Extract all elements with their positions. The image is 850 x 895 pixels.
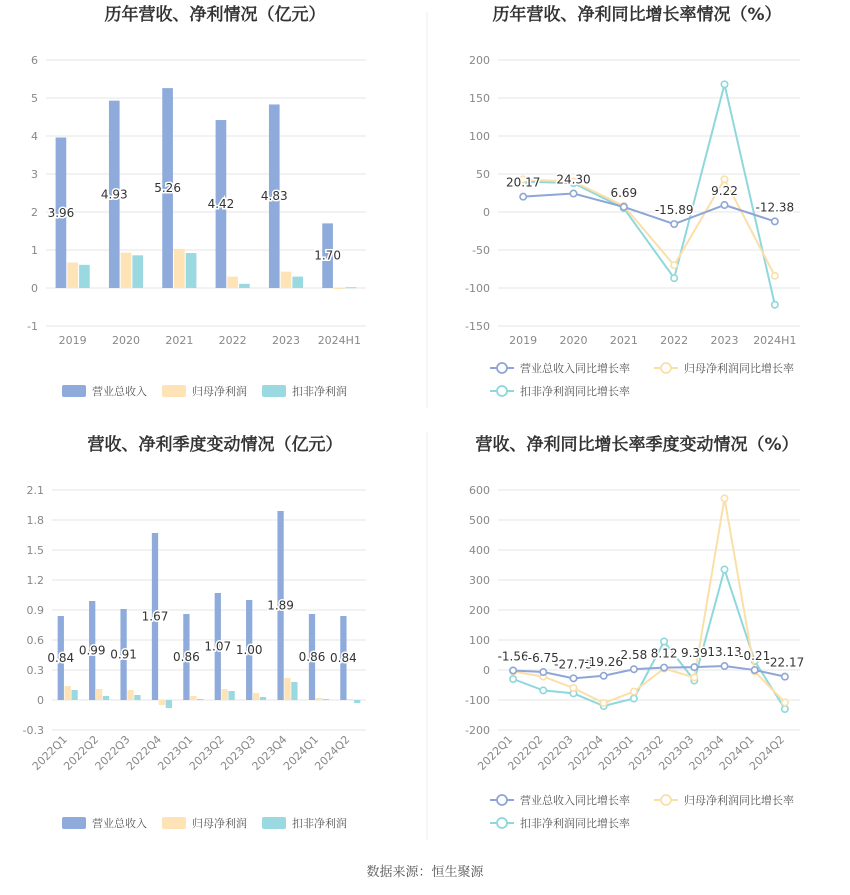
legend-label: 归母净利润: [192, 385, 247, 398]
series-point: [631, 695, 637, 701]
bar: [354, 700, 360, 703]
data-source-text: 数据来源：恒生聚源: [366, 865, 484, 880]
data-label: 0.86: [298, 650, 326, 664]
legend-swatch: [62, 385, 86, 397]
x-tick-label: 2022: [660, 334, 689, 347]
series-point: [782, 699, 788, 705]
y-tick-label: 200: [469, 54, 490, 67]
series-point: [782, 673, 788, 679]
data-label: -6.75: [527, 651, 559, 666]
y-tick-label: 200: [469, 604, 490, 617]
data-label: 4.83: [260, 189, 288, 204]
series-point: [671, 221, 677, 227]
legend-swatch-marker: [497, 818, 507, 828]
legend-label: 扣非净利润: [292, 385, 347, 398]
y-tick-label: 1.8: [26, 514, 44, 527]
data-label: -15.89: [654, 203, 694, 218]
series-point: [782, 706, 788, 712]
x-tick-label: 2022Q2: [505, 732, 546, 773]
legend-swatch: [262, 385, 286, 397]
x-tick-label: 2022Q4: [565, 732, 606, 773]
series-point: [721, 202, 727, 208]
y-tick-label: 0.3: [26, 664, 44, 677]
y-tick-label: 100: [469, 130, 490, 143]
y-tick-label: 600: [469, 484, 490, 497]
y-tick-label: 300: [469, 574, 490, 587]
legend-swatch: [262, 817, 286, 829]
data-label: 1.07: [204, 639, 232, 654]
y-tick-label: 0.9: [26, 604, 44, 617]
x-tick-label: 2024Q2: [746, 732, 788, 773]
series-point: [721, 495, 727, 501]
bar: [65, 686, 71, 700]
y-tick-label: 2.1: [26, 484, 44, 497]
series-point: [721, 81, 727, 87]
bar: [190, 696, 196, 700]
series-point: [621, 204, 627, 210]
bar: [67, 263, 78, 288]
legend-swatch-marker: [497, 363, 507, 373]
y-tick-label: 5: [31, 92, 38, 105]
y-tick-label: 0: [31, 282, 38, 295]
series-line: [513, 498, 785, 703]
chart-panel-2: [465, 4, 800, 398]
bar: [228, 691, 234, 700]
legend-swatch: [62, 817, 86, 829]
bar: [347, 699, 353, 700]
bar: [284, 678, 290, 700]
x-tick-label: 2019: [58, 334, 87, 347]
data-label: 6.69: [610, 185, 638, 200]
chart-panel-4: [465, 434, 804, 830]
y-tick-label: -200: [465, 724, 490, 737]
data-label: 1.70: [314, 248, 341, 263]
legend-label: 营业总收入: [92, 817, 147, 830]
bar: [239, 284, 250, 288]
y-tick-label: -100: [465, 282, 490, 295]
data-label: 0.84: [47, 651, 75, 665]
series-point: [772, 218, 778, 224]
series-line: [513, 570, 785, 710]
series-point: [661, 664, 667, 670]
legend-label: 归母净利润同比增长率: [684, 362, 794, 375]
data-label: 9.39: [680, 646, 708, 661]
data-label: 8.12: [650, 646, 678, 661]
bar: [197, 699, 203, 700]
legend-label: 扣非净利润同比增长率: [520, 817, 630, 830]
series-point: [601, 700, 607, 706]
series-point: [570, 685, 576, 691]
chart-panel-3: [23, 434, 366, 830]
series-point: [631, 666, 637, 672]
x-tick-label: 2023Q3: [656, 732, 697, 773]
chart-title: 营收、净利同比增长率季度变动情况（%）: [475, 435, 799, 455]
data-label: 24.30: [556, 172, 591, 187]
data-label: -12.38: [755, 200, 795, 215]
series-point: [540, 687, 546, 693]
data-label: 0.91: [110, 647, 137, 662]
bar: [291, 682, 297, 700]
bar: [346, 287, 357, 288]
x-tick-label: 2024Q1: [280, 732, 322, 773]
y-tick-label: 3: [31, 168, 38, 181]
x-tick-label: 2024Q2: [312, 732, 353, 773]
y-tick-label: 1.2: [26, 574, 44, 587]
x-tick-label: 2024H1: [317, 334, 361, 347]
y-tick-label: 50: [476, 168, 490, 181]
legend-label: 归母净利润: [192, 817, 247, 830]
legend-label: 归母净利润同比增长率: [684, 794, 794, 807]
legend-label: 扣非净利润同比增长率: [520, 385, 630, 398]
series-point: [540, 669, 546, 675]
y-tick-label: 150: [469, 92, 490, 105]
data-label: -27.73: [554, 657, 593, 672]
y-tick-label: -0.3: [22, 724, 44, 737]
series-point: [661, 638, 667, 644]
data-label: 5.26: [154, 181, 181, 196]
series-point: [570, 675, 576, 681]
x-tick-label: 2023Q3: [218, 732, 259, 773]
series-point: [691, 674, 697, 680]
y-tick-label: -50: [472, 244, 490, 257]
data-label: 1.00: [235, 643, 263, 657]
x-tick-label: 2023Q4: [249, 732, 290, 773]
series-point: [510, 676, 516, 682]
legend-swatch-marker: [661, 795, 671, 805]
bar: [323, 699, 329, 700]
series-point: [772, 302, 778, 308]
y-tick-label: 100: [469, 634, 490, 647]
series-point: [752, 667, 758, 673]
data-label: 20.17: [505, 175, 541, 190]
x-tick-label: 2024H1: [753, 334, 797, 347]
x-tick-label: 2023Q2: [186, 732, 227, 773]
y-tick-label: -1: [27, 320, 38, 333]
x-tick-label: 2022: [218, 334, 247, 347]
x-tick-label: 2022Q4: [123, 732, 165, 773]
y-tick-label: 1.5: [26, 544, 44, 557]
y-tick-label: -100: [465, 694, 490, 707]
y-tick-label: 6: [31, 54, 38, 67]
legend-label: 营业总收入同比增长率: [520, 362, 630, 375]
data-label: 1.89: [267, 598, 294, 613]
series-point: [510, 667, 516, 673]
x-tick-label: 2022Q2: [61, 732, 102, 773]
x-tick-label: 2020: [112, 334, 140, 347]
data-label: 9.22: [711, 183, 738, 198]
data-label: 0.84: [330, 651, 357, 665]
legend-swatch-marker: [661, 363, 671, 373]
series-point: [721, 663, 727, 669]
series-line: [523, 194, 775, 225]
x-tick-label: 2023Q1: [595, 732, 637, 773]
data-label: 2.58: [620, 648, 648, 663]
chart-title: 历年营收、净利同比增长率情况（%）: [492, 5, 782, 25]
data-label: 0.99: [78, 643, 106, 658]
y-tick-label: 0: [483, 206, 490, 219]
bar: [227, 277, 238, 288]
x-tick-label: 2023: [710, 334, 739, 347]
series-point: [721, 176, 727, 182]
data-label: -19.26: [584, 654, 624, 669]
series-point: [631, 688, 637, 694]
bar: [121, 253, 132, 288]
bar: [79, 265, 90, 288]
x-tick-label: 2022Q3: [92, 732, 133, 773]
series-point: [671, 275, 677, 281]
data-label: 0.86: [173, 650, 200, 664]
bar: [134, 695, 140, 700]
series-point: [520, 193, 526, 199]
bar: [281, 272, 292, 288]
y-tick-label: -150: [465, 320, 490, 333]
data-label: 1.67: [141, 609, 169, 624]
series-point: [691, 664, 697, 670]
data-label: 3.96: [47, 205, 75, 220]
x-tick-label: 2020: [559, 334, 588, 347]
x-tick-label: 2022Q1: [29, 732, 70, 773]
chart-title: 历年营收、净利情况（亿元）: [104, 5, 326, 25]
y-tick-label: 500: [469, 514, 490, 527]
legend-label: 营业总收入同比增长率: [520, 794, 630, 807]
data-label: -1.56: [497, 649, 529, 664]
x-tick-label: 2023Q4: [686, 732, 727, 773]
bar: [186, 253, 197, 288]
bar: [260, 697, 266, 700]
bar: [253, 693, 259, 700]
y-tick-label: 0: [483, 664, 490, 677]
y-tick-label: 4: [31, 130, 38, 143]
bar: [127, 690, 133, 700]
bar: [292, 277, 303, 288]
y-tick-label: 1: [31, 244, 38, 257]
data-label: -22.17: [765, 655, 805, 670]
series-point: [570, 190, 576, 196]
x-tick-label: 2023Q1: [155, 732, 196, 773]
x-tick-label: 2023: [272, 334, 300, 347]
x-tick-label: 2024Q1: [716, 732, 757, 773]
x-tick-label: 2021: [165, 334, 194, 347]
bar: [71, 690, 77, 700]
bar: [316, 698, 322, 700]
chart-panel-1: [27, 4, 366, 398]
data-label: 13.13: [707, 645, 742, 660]
data-label: 4.42: [207, 197, 235, 212]
bar: [159, 700, 165, 705]
legend-swatch-marker: [497, 386, 507, 396]
bar: [222, 689, 228, 700]
x-tick-label: 2021: [609, 334, 638, 347]
y-tick-label: 0.6: [26, 634, 44, 647]
bar: [103, 696, 109, 700]
series-point: [601, 673, 607, 679]
chart-title: 营收、净利季度变动情况（亿元）: [87, 435, 343, 455]
data-label: 4.93: [100, 187, 128, 202]
data-label: -0.21: [739, 649, 771, 664]
bar: [132, 255, 143, 288]
bar: [174, 249, 185, 288]
x-tick-label: 2022Q3: [535, 732, 576, 773]
y-tick-label: 2: [31, 206, 38, 219]
y-tick-label: 0: [37, 694, 44, 707]
x-tick-label: 2023Q2: [626, 732, 667, 773]
y-tick-label: 400: [469, 544, 490, 557]
legend-label: 营业总收入: [92, 385, 147, 398]
bar: [96, 689, 102, 700]
legend-label: 扣非净利润: [292, 817, 347, 830]
bar: [334, 288, 345, 289]
x-tick-label: 2019: [509, 334, 538, 347]
series-point: [721, 566, 727, 572]
legend-swatch: [162, 817, 186, 829]
legend-swatch-marker: [497, 795, 507, 805]
series-point: [772, 273, 778, 279]
x-tick-label: 2022Q1: [475, 732, 516, 773]
legend-swatch: [162, 385, 186, 397]
series-point: [671, 262, 677, 268]
bar: [166, 700, 172, 708]
